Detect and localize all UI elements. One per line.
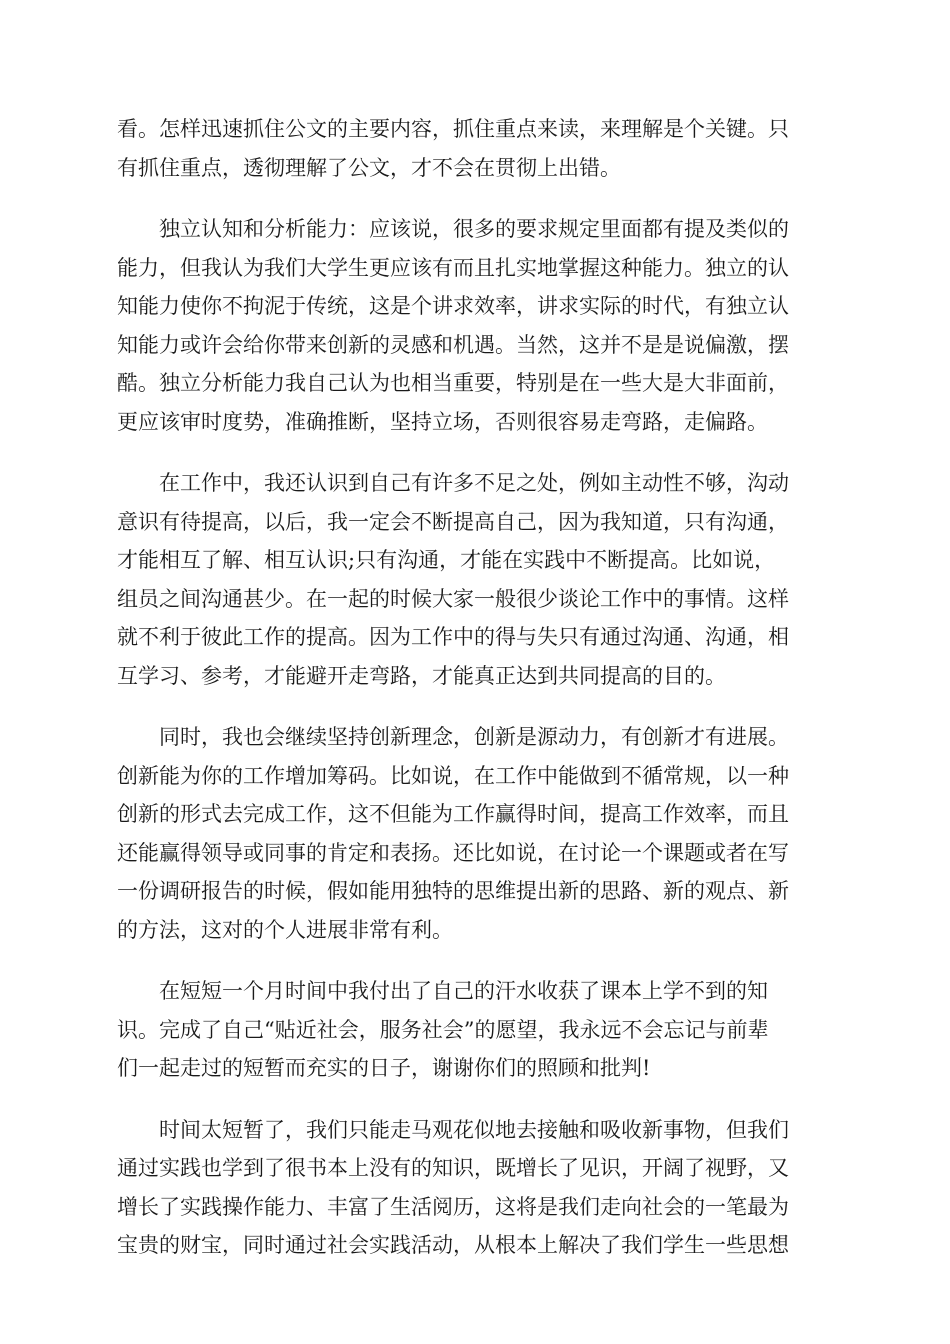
paragraph-4: 同时，我也会继续坚持创新理念，创新是源动力，有创新才有进展。 创新能为你的工作增加筹码。比如说，在工作中能做到不循常规，以一种 创新的形式去完成工作，这不但能为工作赢得时间，提高工作效率，而且 还能赢得领导或同事的肯定和表扬。还比如说，在讨论一个课题或者在写 一份调研报告的时候，假如能用独特的思维提出新的思路、新的观点、新 的方法，这对的个人进展非常有利。 [117,725,789,942]
paragraph-6: 时间太短暂了，我们只能走马观花似地去接触和吸收新事物，但我们 通过实践也学到了很书本上没有的知识，既增长了见识，开阔了视野，又 增长了实践操作能力、丰富了生活阅历，这将是我们走向社会的一笔最为 宝贵的财宝，同时通过社会实践活动，从根本上解决了我们学生一些思想 [117,1117,789,1257]
document-body [117,110,833,1288]
paragraph-2: 独立认知和分析能力：应该说，很多的要求规定里面都有提及类似的 能力，但我认为我们大学生更应该有而且扎实地掌握这种能力。独立的认 知能力使你不拘泥于传统，这是个讲求效率，讲求实际的时代，有独立认 知能力或许会给你带来创新的灵感和机遇。当然，这并不是是说偏激，摆 酷。独立分析能力我自己认为也相当重要，特别是在一些大是大非面前， 更应该审时度势，准确推断，坚持立场，否则很容易走弯路，走偏路。 [117,217,789,434]
paragraph-3: 在工作中，我还认识到自己有许多不足之处，例如主动性不够，沟动 意识有待提高，以后，我一定会不断提高自己，因为我知道，只有沟通， 才能相互了解、相互认识;只有沟通，才能在实践中不断提高。比如说， 组员之间沟通甚少。在一起的时候大家一般很少谈论工作中的事情。这样 就不利于彼此工作的提高。因为工作中的得与失只有通过沟通、沟通，相 互学习、参考，才能避开走弯路，才能真正达到共同提高的目的。 [117,471,789,688]
paragraph-5: 在短短一个月时间中我付出了自己的汗水收获了课本上学不到的知 识。完成了自己“贴近社会，服务社会”的愿望，我永远不会忘记与前辈 们一起走过的短暂而充实的日子，谢谢你们的照顾和批判! [117,979,769,1080]
paragraph-1: 看。怎样迅速抓住公文的主要内容，抓住重点来读，来理解是个关键。只 有抓住重点，透彻理解了公文，才不会在贯彻上出错。 [117,117,789,180]
